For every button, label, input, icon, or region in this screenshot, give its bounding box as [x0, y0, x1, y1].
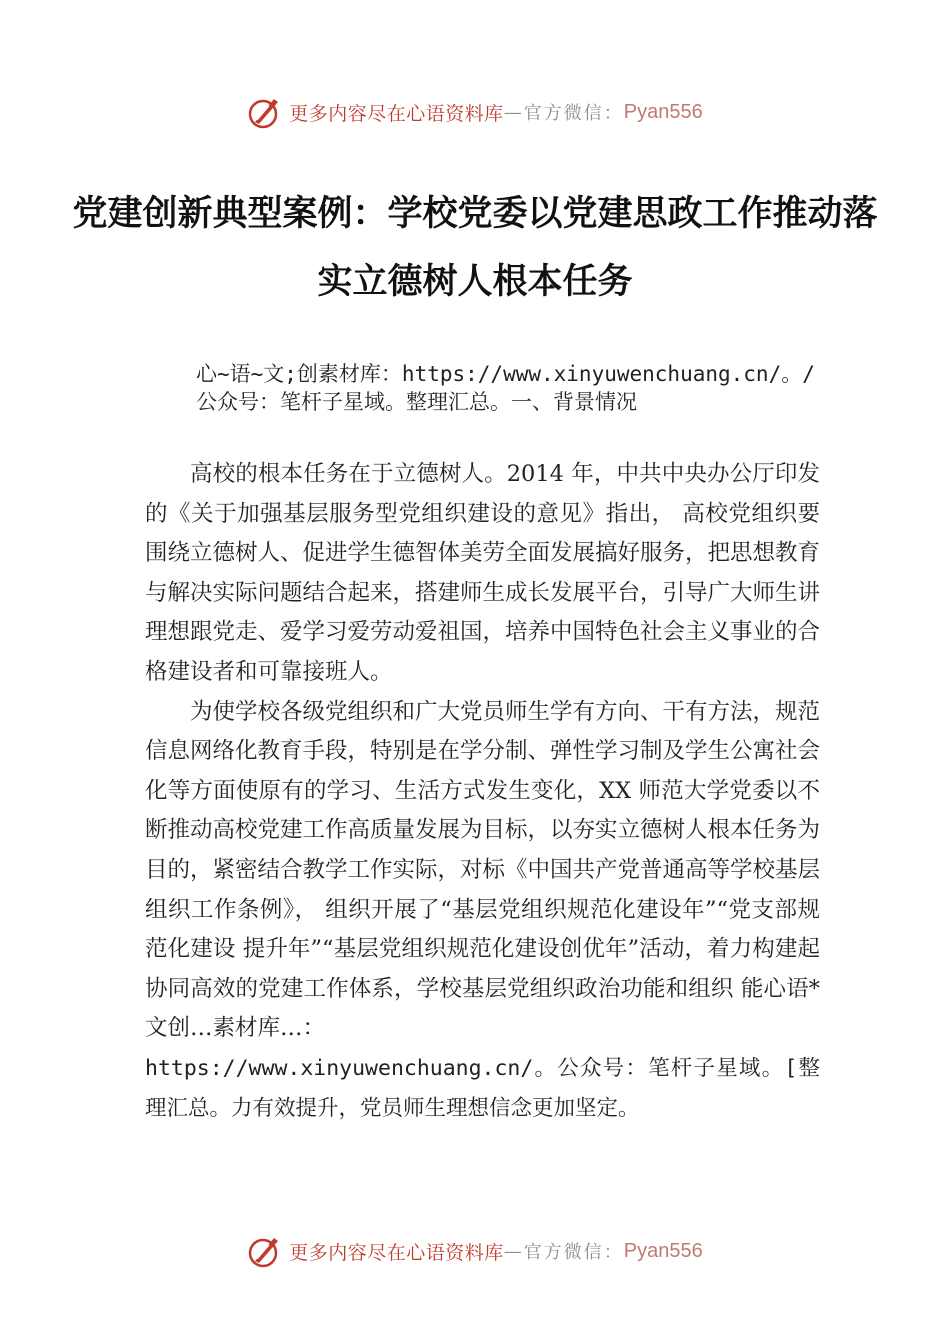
footer-banner[interactable]: [0, 1231, 950, 1271]
promo-text: 更多内容尽在心语资料库: [289, 1241, 504, 1264]
quill-pen-logo-icon: [247, 1233, 283, 1269]
paragraph-2: 为使学校各级党组织和广大党员师生学有方向、干有方法，规范信息网络化教育手段，特别是在学分制、弹性学习制及学生公寓社会化等方面使原有的学习、生活方式发生变化，XX 师范大学党委以不断推动高校党建工作高质量发展为目标，以夯实立德树人根本任务为目的，紧密结合教学工作实际，对标《中国共产党普通高等学校基层组织工作条例》， 组织开展了“基层党组织规范化建设年”“党支部规范化建设 提升年”“基层党组织规范化建设创优年”活动，着力构建起 协同高效的党建工作体系，学校基层党组织政治功能和组织 能心语*文创…素材库…：: [145, 698, 821, 1042]
banner-dash: —: [503, 1240, 524, 1262]
source-line: 心~语~文;创素材库：https://www.xinyuwenchuang.cn/。/公众号：笔杆子星域。整理汇总。一、背景情况: [196, 362, 815, 414]
wechat-id: Pyan556: [623, 100, 703, 123]
paragraph-continuation: https://www.xinyuwenchuang.cn/。公众号：笔杆子星域。[整理汇总。力有效提升，党员师生理想信念更加坚定。: [145, 1055, 820, 1121]
wechat-id: Pyan556: [623, 1239, 703, 1262]
promo-text: 更多内容尽在心语资料库: [289, 102, 504, 125]
document-body: [145, 455, 820, 1128]
header-banner[interactable]: [0, 92, 950, 132]
document-title: 党建创新典型案例：学校党委以党建思政工作推动落实立德树人根本任务: [72, 194, 878, 302]
paragraph-1: 高校的根本任务在于立德树人。2014 年，中共中央办公厅印发的《关于加强基层服务型党组织建设的意见》指出， 高校党组织要围绕立德树人、促进学生德智体美劳全面发展搞好服务，把思想教育与解决实际问题结合起来，搭建师生成长发展平台，引导广大师生讲理想跟党走、爱学习爱劳动爱祖国，培养中国特色社会主义事业的合格建设者和可靠接班人。: [145, 461, 821, 685]
wechat-label: 官方微信：: [523, 1242, 624, 1263]
quill-pen-logo-icon: [247, 94, 283, 130]
banner-dash: —: [503, 101, 524, 123]
wechat-label: 官方微信：: [523, 103, 624, 124]
